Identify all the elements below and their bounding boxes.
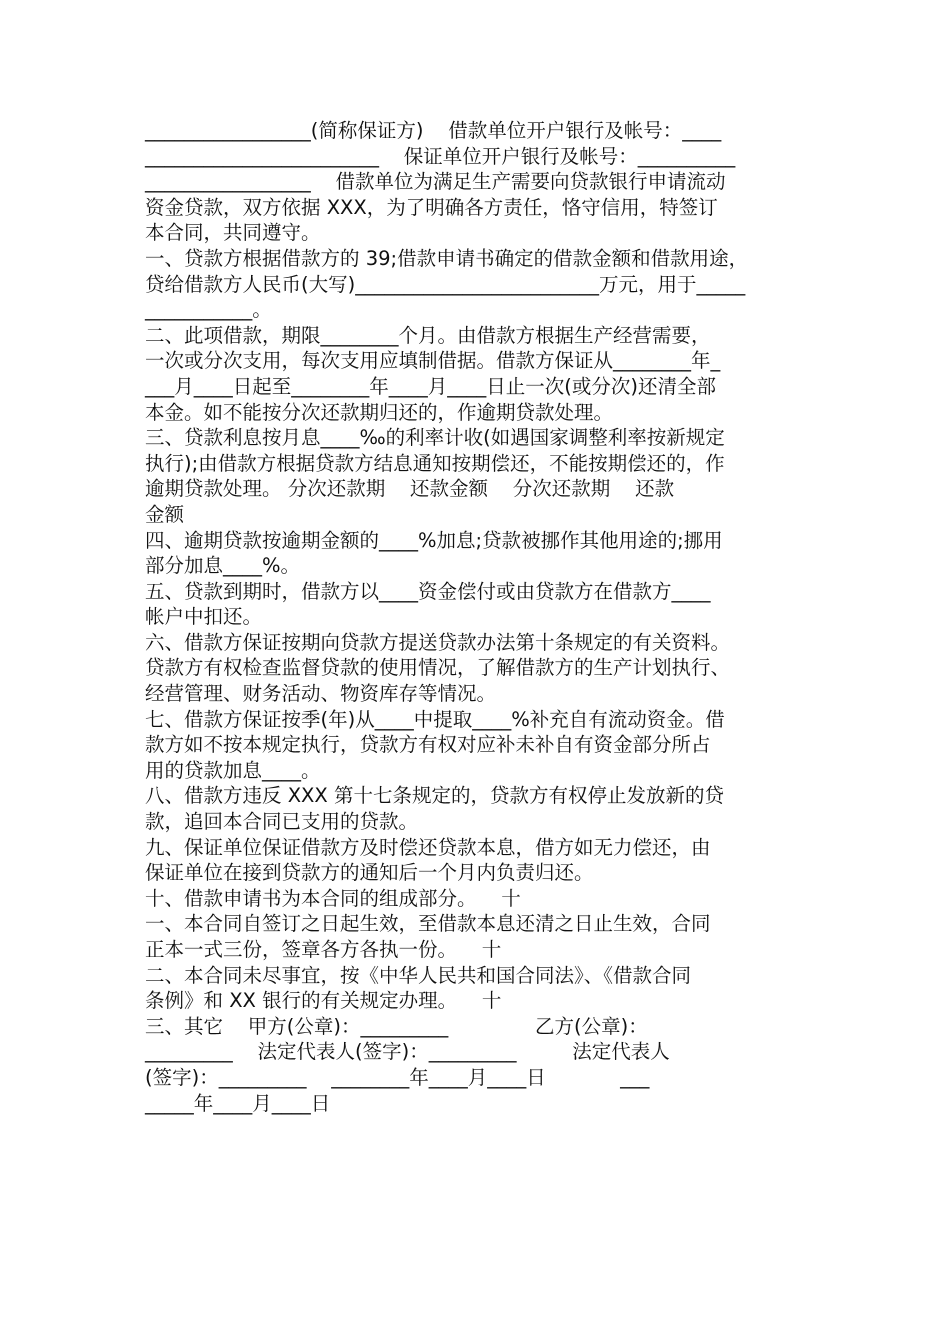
text-line: 用的贷款加息____。	[145, 758, 321, 782]
text-line: ___________。	[145, 298, 272, 322]
text-line: 帐户中扣还。	[145, 605, 263, 629]
text-line: 资金贷款，双方依据 XXX，为了明确各方责任，恪守信用，特签订	[145, 195, 718, 219]
text-line: _________________(简称保证方) 借款单位开户银行及帐号：____	[145, 119, 722, 142]
text-line: 三、贷款利息按月息____‰的利率计收(如遇国家调整利率按新规定	[145, 426, 725, 450]
text-line: _________________ 借款单位为满足生产需要向贷款银行申请流动	[145, 170, 726, 194]
text-line: 十、借款申请书为本合同的组成部分。 十	[145, 886, 521, 910]
text-line: 本合同，共同遵守。	[145, 221, 321, 245]
signature-line: _________ 法定代表人(签字)：_________ 法定代表人	[145, 1040, 670, 1064]
text-line: 经营管理、财务活动、物资库存等情况。	[145, 682, 497, 706]
text-line: 款，追回本合同已支用的贷款。	[145, 810, 419, 834]
date-line: (签字)：_________ ________年____月____日 ___	[145, 1065, 650, 1089]
text-line: 九、保证单位保证借款方及时偿还贷款本息，借方如无力偿还，由	[145, 835, 711, 859]
text-line: 执行);由借款方根据贷款方结息通知按期偿还，不能按期偿还的，作	[145, 451, 725, 475]
text-line: 一、贷款方根据借款方的 39;借款申请书确定的借款金额和借款用途，	[145, 246, 749, 270]
text-line: ________________________ 保证单位开户银行及帐号：__________	[145, 144, 736, 168]
text-line: 七、借款方保证按季(年)从____中提取____%补充自有流动资金。借	[145, 707, 725, 731]
text-line: 本金。如不能按分次还款期归还的，作逾期贷款处理。	[145, 400, 614, 424]
text-line: 条例》和 XX 银行的有关规定办理。 十	[145, 989, 502, 1013]
text-line: 保证单位在接到贷款方的通知后一个月内负责归还。	[145, 861, 594, 885]
text-line: 一、本合同自签订之日起生效，至借款本息还清之日止生效，合同	[145, 912, 711, 936]
text-line: 五、贷款到期时，借款方以____资金偿付或由贷款方在借款方____	[145, 579, 711, 603]
text-line: 四、逾期贷款按逾期金额的____%加息;贷款被挪作其他用途的;挪用	[145, 528, 723, 552]
contract-body	[145, 118, 807, 1116]
date-line: _____年____月____日	[145, 1091, 331, 1115]
text-line: 六、借款方保证按期向贷款方提送贷款办法第十条规定的有关资料。	[145, 630, 731, 654]
text-line: 金额	[145, 502, 185, 526]
text-line: 八、借款方违反 XXX 第十七条规定的，贷款方有权停止发放新的贷	[145, 784, 724, 808]
text-line: 二、本合同未尽事宜，按《中华人民共和国合同法》、《借款合同	[145, 963, 692, 987]
signature-line: 三、其它 甲方(公章)：_________ 乙方(公章)：	[145, 1014, 648, 1038]
text-line: 贷给借款方人民币(大写)_________________________万元，用于_____	[145, 272, 746, 296]
text-line: 一次或分次支用，每次支用应填制借据。借款方保证从________年_	[145, 349, 721, 373]
text-line: 部分加息____%。	[145, 554, 301, 578]
text-line: 二、此项借款，期限________个月。由借款方根据生产经营需要，	[145, 323, 711, 347]
text-line: 正本一式三份，签章各方各执一份。 十	[145, 938, 502, 961]
text-line: 逾期贷款处理。 分次还款期 还款金额 分次还款期 还款	[145, 477, 675, 501]
text-line: 款方如不按本规定执行，贷款方有权对应补未补自有资金部分所占	[145, 733, 711, 757]
text-line: 贷款方有权检查监督贷款的使用情况，了解借款方的生产计划执行、	[145, 656, 731, 680]
text-line: ___月____日起至________年____月____日止一次(或分次)还清全部	[145, 374, 716, 398]
